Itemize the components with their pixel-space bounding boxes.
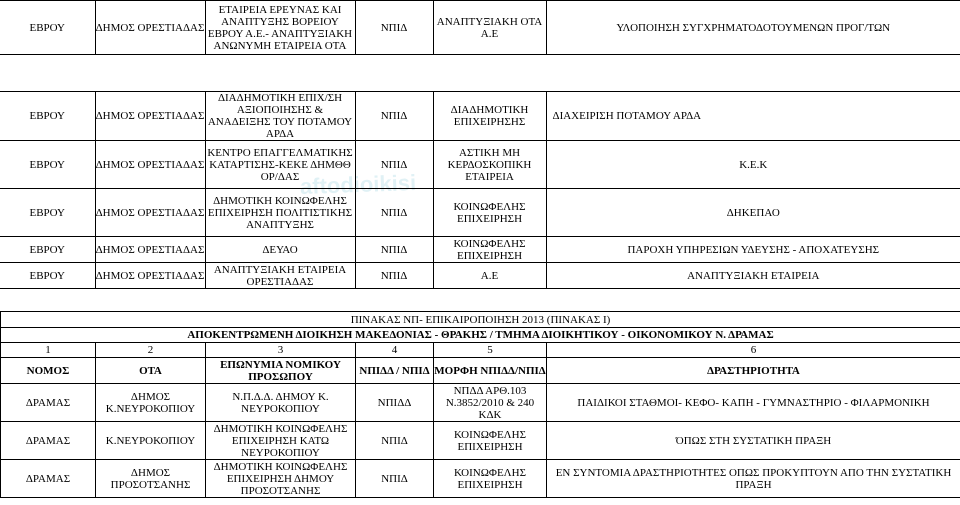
morfi-cell: ΑΝΑΠΤΥΞΙΑΚΗ ΟΤΑ Α.Ε [433, 1, 546, 55]
eponymia-cell: ΔΗΜΟΤΙΚΗ ΚΟΙΝΩΦΕΛΗΣ ΕΠΙΧΕΙΡΗΣΗ ΚΑΤΩ ΝΕΥΡΟΚΟΠΙΟΥ [206, 422, 356, 460]
ota-cell: ΔΗΜΟΣ ΠΡΟΣΟΤΣΑΝΗΣ [96, 460, 206, 498]
npid-cell: ΝΠΙΔ [355, 92, 433, 141]
nomos-cell: ΕΒΡΟΥ [0, 1, 95, 55]
drastiriotita-cell: ΑΝΑΠΤΥΞΙΑΚΗ ΕΤΑΙΡΕΙΑ [546, 263, 960, 289]
table-row [0, 92, 960, 141]
column-header: ΝΟΜΟΣ [1, 358, 96, 384]
table-title: ΠΙΝΑΚΑΣ ΝΠ- ΕΠΙΚΑΙΡΟΠΟΙΗΣΗ 2013 (ΠΙΝΑΚΑΣ Ι) [1, 312, 960, 328]
table-row [0, 189, 960, 237]
eponymia-cell: ΔΗΜΟΤΙΚΗ ΚΟΙΝΩΦΕΛΗΣ ΕΠΙΧΕΙΡΗΣΗ ΠΟΛΙΤΙΣΤΙΚΗΣ ΑΝΑΠΤΥΞΗΣ [205, 189, 355, 237]
eponymia-cell: ΚΕΝΤΡΟ ΕΠΑΓΓΕΛΜΑΤΙΚΗΣ ΚΑΤΑΡΤΙΣΗΣ-ΚΕΚΕ ΔΗΜΘΘ ΟΡ/ΔΑΣ [205, 141, 355, 189]
eponymia-cell: Ν.Π.Δ.Δ. ΔΗΜΟΥ Κ. ΝΕΥΡΟΚΟΠΙΟΥ [206, 384, 356, 422]
eponymia-cell: ΔΕΥΑΟ [205, 237, 355, 263]
table-row [1, 460, 960, 498]
morfi-cell: ΑΣΤΙΚΗ ΜΗ ΚΕΡΔΟΣΚΟΠΙΚΗ ΕΤΑΙΡΕΙΑ [433, 141, 546, 189]
drastiriotita-cell: ΕΝ ΣΥΝΤΟΜΙΑ ΔΡΑΣΤΗΡΙΟΤΗΤΕΣ ΟΠΩΣ ΠΡΟΚΥΠΤΟΥΝ ΑΠΟ ΤΗΝ ΣΥΣΤΑΤΙΚΗ ΠΡΑΞΗ [547, 460, 960, 498]
eponymia-cell: ΑΝΑΠΤΥΞΙΑΚΗ ΕΤΑΙΡΕΙΑ ΟΡΕΣΤΙΑΔΑΣ [205, 263, 355, 289]
nomos-cell: ΔΡΑΜΑΣ [1, 460, 96, 498]
morfi-cell: ΚΟΙΝΩΦΕΛΗΣ ΕΠΙΧΕΙΡΗΣΗ [433, 189, 546, 237]
ota-cell: ΔΗΜΟΣ ΟΡΕΣΤΙΑΔΑΣ [95, 1, 205, 55]
nomos-cell: ΔΡΑΜΑΣ [1, 422, 96, 460]
npid-cell: ΝΠΙΔ [355, 237, 433, 263]
nomos-cell: ΕΒΡΟΥ [0, 141, 95, 189]
morfi-cell: ΚΟΙΝΩΦΕΛΗΣ ΕΠΙΧΕΙΡΗΣΗ [434, 422, 547, 460]
nomos-cell: ΕΒΡΟΥ [0, 237, 95, 263]
column-numbers-row [1, 343, 960, 358]
drastiriotita-cell: ΌΠΩΣ ΣΤΗ ΣΥΣΤΑΤΙΚΗ ΠΡΑΞΗ [547, 422, 960, 460]
table-row [0, 237, 960, 263]
ota-cell: ΔΗΜΟΣ ΟΡΕΣΤΙΑΔΑΣ [95, 263, 205, 289]
column-header: ΝΠΙΔΔ / ΝΠΙΔ [356, 358, 434, 384]
column-header: ΜΟΡΦΗ ΝΠΙΔΔ/ΝΠΙΔ [434, 358, 547, 384]
nomos-cell: ΕΒΡΟΥ [0, 189, 95, 237]
spacer-row [0, 55, 960, 92]
eponymia-cell: ΕΤΑΙΡΕΙΑ ΕΡΕΥΝΑΣ ΚΑΙ ΑΝΑΠΤΥΞΗΣ ΒΟΡΕΙΟΥ ΕΒΡΟΥ Α.Ε.- ΑΝΑΠΤΥΞΙΑΚΗ ΑΝΩΝΥΜΗ ΕΤΑΙΡΕΙΑ ΟΤΑ [205, 1, 355, 55]
column-number: 4 [356, 343, 434, 358]
morfi-cell: ΝΠΔΔ ΑΡΘ.103 Ν.3852/2010 & 240 ΚΔΚ [434, 384, 547, 422]
column-number: 5 [434, 343, 547, 358]
ota-cell: ΔΗΜΟΣ ΟΡΕΣΤΙΑΔΑΣ [95, 141, 205, 189]
drama-entities-table [0, 311, 960, 498]
npid-cell: ΝΠΙΔ [355, 263, 433, 289]
table-row [0, 263, 960, 289]
nomos-cell: ΕΒΡΟΥ [0, 263, 95, 289]
table-subtitle-row [1, 328, 960, 343]
column-number: 1 [1, 343, 96, 358]
ota-cell: Κ.ΝΕΥΡΟΚΟΠΙΟΥ [96, 422, 206, 460]
header-row [1, 358, 960, 384]
npid-cell: ΝΠΙΔ [355, 189, 433, 237]
npid-cell: ΝΠΙΔ [355, 141, 433, 189]
morfi-cell: ΚΟΙΝΩΦΕΛΗΣ ΕΠΙΧΕΙΡΗΣΗ [434, 460, 547, 498]
table-row [1, 384, 960, 422]
drastiriotita-cell: Κ.Ε.Κ [546, 141, 960, 189]
nomos-cell: ΔΡΑΜΑΣ [1, 384, 96, 422]
ota-cell: ΔΗΜΟΣ ΟΡΕΣΤΙΑΔΑΣ [95, 189, 205, 237]
npid-cell: ΝΠΙΔ [355, 1, 433, 55]
nomos-cell: ΕΒΡΟΥ [0, 92, 95, 141]
morfi-cell: ΚΟΙΝΩΦΕΛΗΣ ΕΠΙΧΕΙΡΗΣΗ [433, 237, 546, 263]
table-row [1, 422, 960, 460]
column-header: ΔΡΑΣΤΗΡΙΟΤΗΤΑ [547, 358, 960, 384]
column-header: ΕΠΩΝΥΜΙΑ ΝΟΜΙΚΟΥ ΠΡΟΣΩΠΟΥ [206, 358, 356, 384]
table-row [0, 1, 960, 55]
column-number: 6 [547, 343, 960, 358]
table-row [0, 141, 960, 189]
table-subtitle: ΑΠΟΚΕΝΤΡΩΜΕΝΗ ΔΙΟΙΚΗΣΗ ΜΑΚΕΔΟΝΙΑΣ - ΘΡΑΚΗΣ / ΤΜΗΜΑ ΔΙΟΙΚΗΤΙΚΟΥ - ΟΙΚΟΝΟΜΙΚΟΥ Ν. ΔΡΑΜΑΣ [1, 328, 960, 343]
npid-cell: ΝΠΙΔΔ [356, 384, 434, 422]
ota-cell: ΔΗΜΟΣ ΟΡΕΣΤΙΑΔΑΣ [95, 92, 205, 141]
ota-cell: ΔΗΜΟΣ Κ.ΝΕΥΡΟΚΟΠΙΟΥ [96, 384, 206, 422]
morfi-cell: ΔΙΑΔΗΜΟΤΙΚΗ ΕΠΙΧΕΙΡΗΣΗΣ [433, 92, 546, 141]
drastiriotita-cell: ΔΗΚΕΠΑΟ [546, 189, 960, 237]
watermark: aftodioikisi [299, 169, 417, 200]
drastiriotita-cell: ΠΑΡΟΧΗ ΥΠΗΡΕΣΙΩΝ ΥΔΕΥΣΗΣ - ΑΠΟΧΑΤΕΥΣΗΣ [546, 237, 960, 263]
eponymia-cell: ΔΙΑΔΗΜΟΤΙΚΗ ΕΠΙΧ/ΣΗ ΑΞΙΟΠΟΙΗΣΗΣ & ΑΝΑΔΕΙΞΗΣ ΤΟΥ ΠΟΤΑΜΟΥ ΑΡΔΑ [205, 92, 355, 141]
column-header: ΟΤΑ [96, 358, 206, 384]
npid-cell: ΝΠΙΔ [356, 422, 434, 460]
npid-cell: ΝΠΙΔ [356, 460, 434, 498]
drastiriotita-cell: ΥΛΟΠΟΙΗΣΗ ΣΥΓΧΡΗΜΑΤΟΔΟΤΟΥΜΕΝΩΝ ΠΡΟΓ/ΤΩΝ [546, 1, 960, 55]
table-title-row [1, 312, 960, 328]
column-number: 2 [96, 343, 206, 358]
morfi-cell: Α.Ε [433, 263, 546, 289]
drastiriotita-cell: ΔΙΑΧΕΙΡΙΣΗ ΠΟΤΑΜΟΥ ΑΡΔΑ [546, 92, 960, 141]
eponymia-cell: ΔΗΜΟΤΙΚΗ ΚΟΙΝΩΦΕΛΗΣ ΕΠΙΧΕΙΡΗΣΗ ΔΗΜΟΥ ΠΡΟΣΟΤΣΑΝΗΣ [206, 460, 356, 498]
column-number: 3 [206, 343, 356, 358]
ota-cell: ΔΗΜΟΣ ΟΡΕΣΤΙΑΔΑΣ [95, 237, 205, 263]
drastiriotita-cell: ΠΑΙΔΙΚΟΙ ΣΤΑΘΜΟΙ- ΚΕΦΟ- ΚΑΠΗ - ΓΥΜΝΑΣΤΗΡΙΟ - ΦΙΛΑΡΜΟΝΙΚΗ [547, 384, 960, 422]
